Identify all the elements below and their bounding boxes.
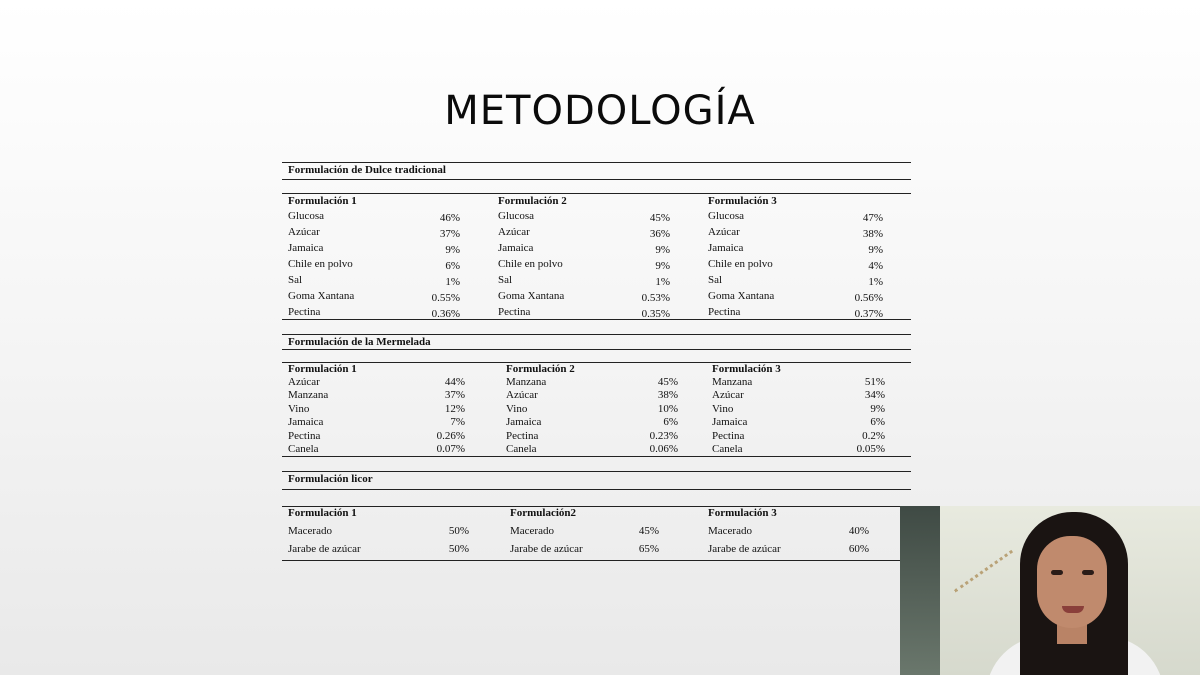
ingredient-percent: 6% [445, 260, 460, 272]
ingredient-name: Pectina [288, 306, 321, 318]
presenter-eye [1082, 570, 1094, 575]
table-mermelada [282, 334, 911, 458]
ingredient-name: Sal [288, 274, 303, 286]
ingredient-percent: 50% [448, 543, 469, 555]
ingredient-percent: 6% [663, 416, 678, 428]
ingredient-name: Sal [498, 274, 513, 286]
ingredient-percent: 38% [862, 228, 883, 240]
ingredient-name: Azúcar [498, 226, 530, 238]
ingredient-percent: 0.26% [436, 430, 465, 442]
ingredient-percent: 9% [868, 244, 883, 256]
ingredient-percent: 0.07% [436, 443, 465, 455]
ingredient-name: Pectina [288, 430, 321, 442]
ingredient-percent: 10% [657, 403, 678, 415]
ingredient-name: Jarabe de azúcar [708, 543, 781, 555]
ingredient-name: Jamaica [498, 242, 534, 254]
ingredient-name: Azúcar [712, 389, 744, 401]
ingredient-name: Vino [712, 403, 734, 415]
ingredient-percent: 4% [868, 260, 883, 272]
ingredient-name: Pectina [708, 306, 741, 318]
ingredient-name: Pectina [498, 306, 531, 318]
ingredient-percent: 50% [448, 525, 469, 537]
ingredient-percent: 65% [638, 543, 659, 555]
table-licor [282, 471, 911, 563]
ingredient-name: Jamaica [506, 416, 542, 428]
ingredient-name: Goma Xantana [498, 290, 565, 302]
ingredient-name: Chile en polvo [288, 258, 353, 270]
section-title: Formulación licor [288, 473, 373, 485]
column-header: Formulación 2 [498, 195, 567, 207]
ingredient-name: Vino [288, 403, 310, 415]
ingredient-percent: 1% [445, 276, 460, 288]
ingredient-name: Chile en polvo [708, 258, 773, 270]
ingredient-percent: 0.23% [649, 430, 678, 442]
presenter-mouth [1062, 606, 1084, 613]
ingredient-percent: 51% [864, 376, 885, 388]
ingredient-percent: 1% [868, 276, 883, 288]
ingredient-name: Macerado [288, 525, 332, 537]
presenter-webcam [900, 506, 1200, 675]
ingredient-name: Manzana [712, 376, 753, 388]
table-dulce-tradicional [282, 162, 911, 322]
ingredient-name: Goma Xantana [708, 290, 775, 302]
ingredient-percent: 0.06% [649, 443, 678, 455]
ingredient-name: Glucosa [708, 210, 745, 222]
ingredient-percent: 34% [864, 389, 885, 401]
ingredient-name: Jamaica [712, 416, 748, 428]
ingredient-percent: 0.37% [854, 308, 883, 320]
column-header: Formulación 3 [708, 507, 777, 519]
ingredient-name: Jamaica [708, 242, 744, 254]
ingredient-name: Azúcar [708, 226, 740, 238]
ingredient-name: Goma Xantana [288, 290, 355, 302]
ingredient-percent: 45% [657, 376, 678, 388]
presenter-eye [1051, 570, 1063, 575]
ingredient-name: Jamaica [288, 416, 324, 428]
ingredient-percent: 60% [848, 543, 869, 555]
ingredient-name: Pectina [506, 430, 539, 442]
ingredient-name: Glucosa [498, 210, 535, 222]
ingredient-percent: 9% [655, 244, 670, 256]
ingredient-name: Manzana [506, 376, 547, 388]
ingredient-percent: 0.2% [862, 430, 885, 442]
column-header: Formulación 2 [506, 363, 575, 375]
ingredient-percent: 45% [638, 525, 659, 537]
ingredient-percent: 40% [848, 525, 869, 537]
ingredient-name: Sal [708, 274, 723, 286]
ingredient-name: Azúcar [506, 389, 538, 401]
ingredient-percent: 36% [649, 228, 670, 240]
ingredient-percent: 9% [870, 403, 885, 415]
presenter-face [1037, 536, 1107, 628]
ingredient-name: Jamaica [288, 242, 324, 254]
ingredient-percent: 0.53% [641, 292, 670, 304]
section-title: Formulación de Dulce tradicional [288, 164, 446, 176]
column-header: Formulación2 [510, 507, 576, 519]
ingredient-name: Pectina [712, 430, 745, 442]
section-title: Formulación de la Mermelada [288, 336, 431, 348]
ingredient-name: Macerado [708, 525, 752, 537]
ingredient-name: Glucosa [288, 210, 325, 222]
ingredient-percent: 37% [444, 389, 465, 401]
ingredient-percent: 6% [870, 416, 885, 428]
ingredient-percent: 45% [649, 212, 670, 224]
ingredient-percent: 38% [657, 389, 678, 401]
column-header: Formulación 3 [708, 195, 777, 207]
ingredient-percent: 0.55% [431, 292, 460, 304]
ingredient-percent: 46% [439, 212, 460, 224]
ingredient-percent: 47% [862, 212, 883, 224]
ingredient-name: Canela [712, 443, 743, 455]
ingredient-percent: 9% [445, 244, 460, 256]
ingredient-percent: 1% [655, 276, 670, 288]
ingredient-percent: 7% [450, 416, 465, 428]
ingredient-percent: 0.35% [641, 308, 670, 320]
ingredient-percent: 0.05% [856, 443, 885, 455]
ingredient-percent: 0.36% [431, 308, 460, 320]
ingredient-percent: 12% [444, 403, 465, 415]
ingredient-percent: 9% [655, 260, 670, 272]
webcam-background-door [900, 506, 940, 675]
ingredient-percent: 44% [444, 376, 465, 388]
column-header: Formulación 1 [288, 363, 357, 375]
ingredient-name: Jarabe de azúcar [288, 543, 361, 555]
ingredient-name: Jarabe de azúcar [510, 543, 583, 555]
ingredient-percent: 37% [439, 228, 460, 240]
ingredient-name: Manzana [288, 389, 329, 401]
slide-title: METODOLOGÍA [444, 88, 756, 134]
ingredient-name: Canela [288, 443, 319, 455]
column-header: Formulación 3 [712, 363, 781, 375]
ingredient-name: Chile en polvo [498, 258, 563, 270]
ingredient-name: Azúcar [288, 226, 320, 238]
ingredient-name: Canela [506, 443, 537, 455]
column-header: Formulación 1 [288, 195, 357, 207]
ingredient-name: Azúcar [288, 376, 320, 388]
ingredient-percent: 0.56% [854, 292, 883, 304]
column-header: Formulación 1 [288, 507, 357, 519]
ingredient-name: Vino [506, 403, 528, 415]
ingredient-name: Macerado [510, 525, 554, 537]
